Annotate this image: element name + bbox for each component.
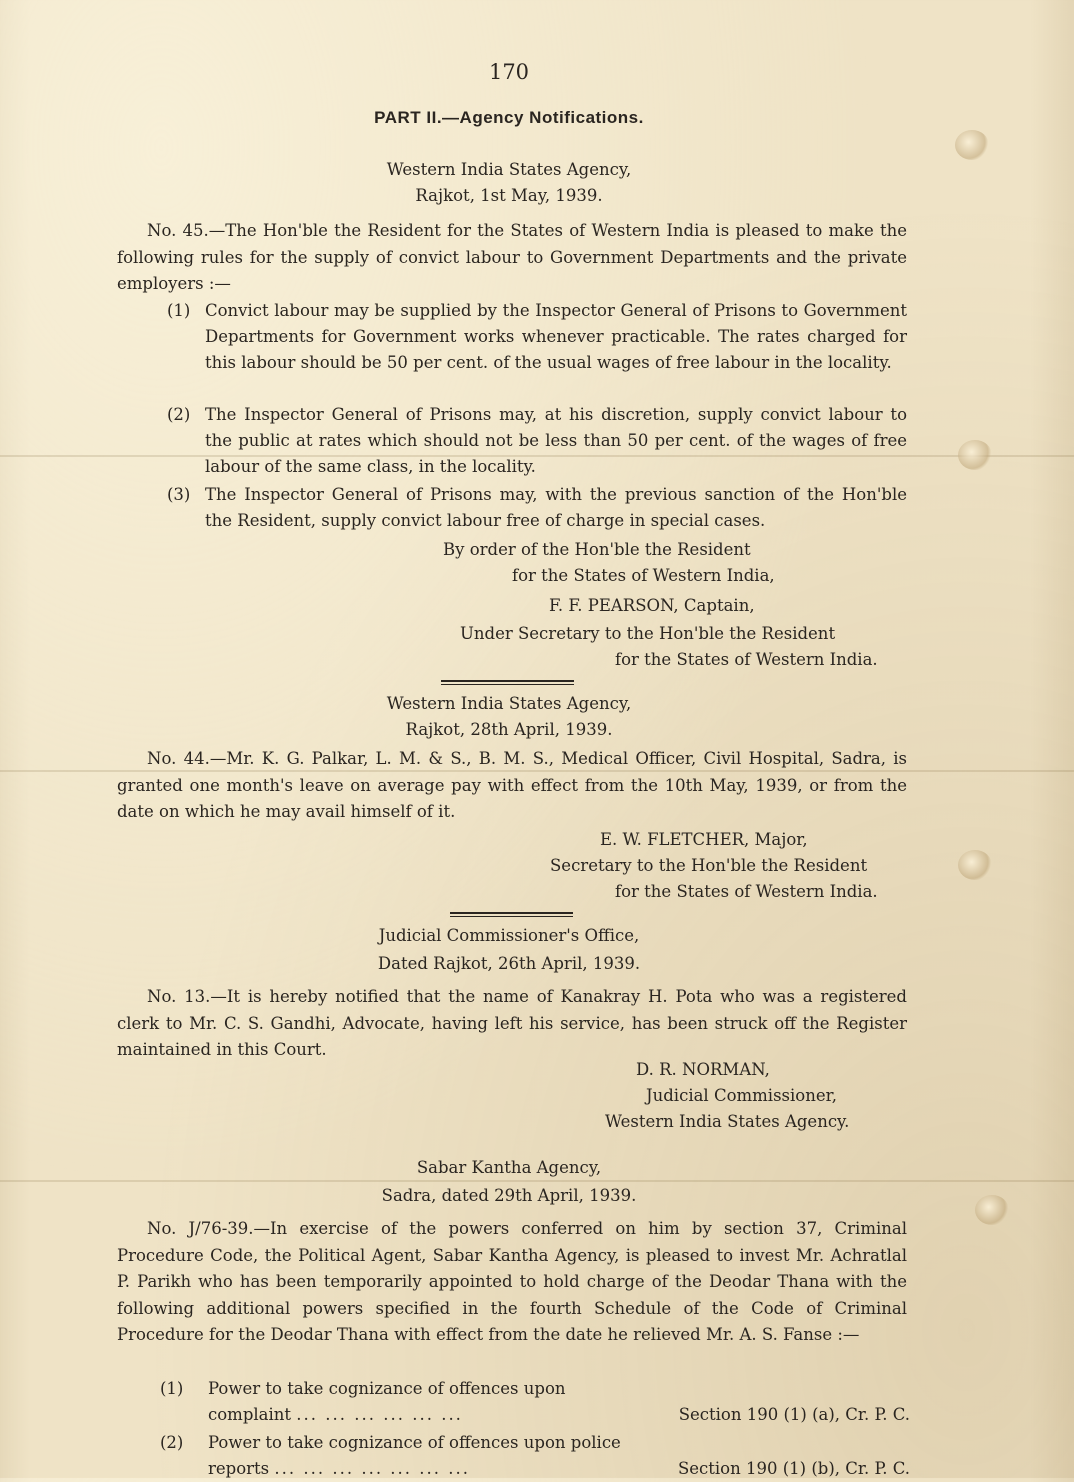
signature-line: for the States of Western India. <box>615 650 878 669</box>
schedule-power-end: complaint <box>208 1405 292 1424</box>
part-title: PART II.—Agency Notifications. <box>374 108 644 127</box>
notice-date: Rajkot, 28th April, 1939. <box>405 720 613 739</box>
signature-line: for the States of Western India. <box>615 882 878 901</box>
schedule-section: Section 190 (1) (b), Cr. P. C. <box>677 1459 910 1478</box>
signature-line: Secretary to the Hon'ble the Resident <box>550 856 868 875</box>
section-divider <box>441 680 574 682</box>
signature-line: Under Secretary to the Hon'ble the Resident <box>460 624 836 643</box>
notice-office: Western India States Agency, <box>386 694 632 713</box>
signature-line: Western India States Agency. <box>605 1112 850 1131</box>
signature-line: By order of the Hon'ble the Resident <box>443 540 751 559</box>
notice-date: Sadra, dated 29th April, 1939. <box>381 1186 637 1205</box>
schedule-section: Section 190 (1) (a), Cr. P. C. <box>678 1405 910 1424</box>
schedule-power: Power to take cognizance of offences upon police <box>208 1433 621 1452</box>
leader-dots: ... ... ... ... ... ... ... <box>274 1459 471 1478</box>
paper-fold <box>0 1180 1074 1182</box>
rule-number: (3) <box>167 485 191 504</box>
signature-line: for the States of Western India, <box>512 566 775 585</box>
notice-office: Western India States Agency, <box>386 160 632 179</box>
notice-date: Dated Rajkot, 26th April, 1939. <box>377 954 641 973</box>
schedule-number: (1) <box>160 1379 184 1398</box>
notice-office: Judicial Commissioner's Office, <box>378 926 640 945</box>
notice-body: No. 13.—It is hereby notified that the name of Kanakray H. Pota who was a registered clerk to Mr. C. S. Gandhi, Advocate, having left his service, has been struck off the Register maintained in this Court. <box>117 987 907 1059</box>
notice-office: Sabar Kantha Agency, <box>416 1158 602 1177</box>
rule-item <box>167 298 907 376</box>
rule-item <box>167 482 907 534</box>
rule-item <box>167 402 907 480</box>
section-divider <box>450 912 573 914</box>
notice-body: No. 44.—Mr. K. G. Palkar, L. M. & S., B. M. S., Medical Officer, Civil Hospital, Sadra, is granted one month's leave on average pay with effect from the 10th May, 1939, or from the date on which he may avail himself of it. <box>117 749 907 821</box>
binding-hole <box>958 850 992 880</box>
schedule-power: Power to take cognizance of offences upon <box>208 1379 566 1398</box>
signatory-name: E. W. FLETCHER, Major, <box>600 830 808 849</box>
leader-dots: ... ... ... ... ... ... <box>296 1405 463 1424</box>
signatory-name: F. F. PEARSON, Captain, <box>549 596 755 615</box>
signature-line: Judicial Commissioner, <box>646 1086 837 1105</box>
notice-date: Rajkot, 1st May, 1939. <box>415 186 603 205</box>
notice-body: No. J/76-39.—In exercise of the powers conferred on him by section 37, Criminal Procedure Code, the Political Agent, Sabar Kantha Agency, is pleased to invest Mr. Achratlal P. Parikh who has been temporarily appointed to hold charge of the Deodar Thana with the following additional powers specified in the fourth Schedule of the Code of Criminal Procedure for the Deodar Thana with effect from the date he relieved Mr. A. S. Fanse :— <box>117 1219 907 1344</box>
binding-hole <box>958 440 992 470</box>
rule-text: Convict labour may be supplied by the Inspector General of Prisons to Government Departments for Government works whenever practicable. The rates charged for this labour should be 50 per cent. of the usual wages of free labour in the locality. <box>205 301 907 372</box>
notice-body: No. 45.—The Hon'ble the Resident for the States of Western India is pleased to make the following rules for the supply of convict labour to Government Departments and the private employers :— <box>117 221 907 293</box>
signatory-name: D. R. NORMAN, <box>636 1060 770 1079</box>
rule-text: The Inspector General of Prisons may, at his discretion, supply convict labour to the public at rates which should not be less than 50 per cent. of the wages of free labour of the same class, in the locality. <box>205 405 907 476</box>
rule-number: (2) <box>167 405 191 424</box>
schedule-number: (2) <box>160 1433 184 1452</box>
rule-number: (1) <box>167 301 191 320</box>
binding-hole <box>955 130 989 160</box>
schedule-power-end: reports <box>208 1459 270 1478</box>
rule-text: The Inspector General of Prisons may, with the previous sanction of the Hon'ble the Resident, supply convict labour free of charge in special cases. <box>205 485 907 530</box>
page-number: 170 <box>488 60 530 84</box>
